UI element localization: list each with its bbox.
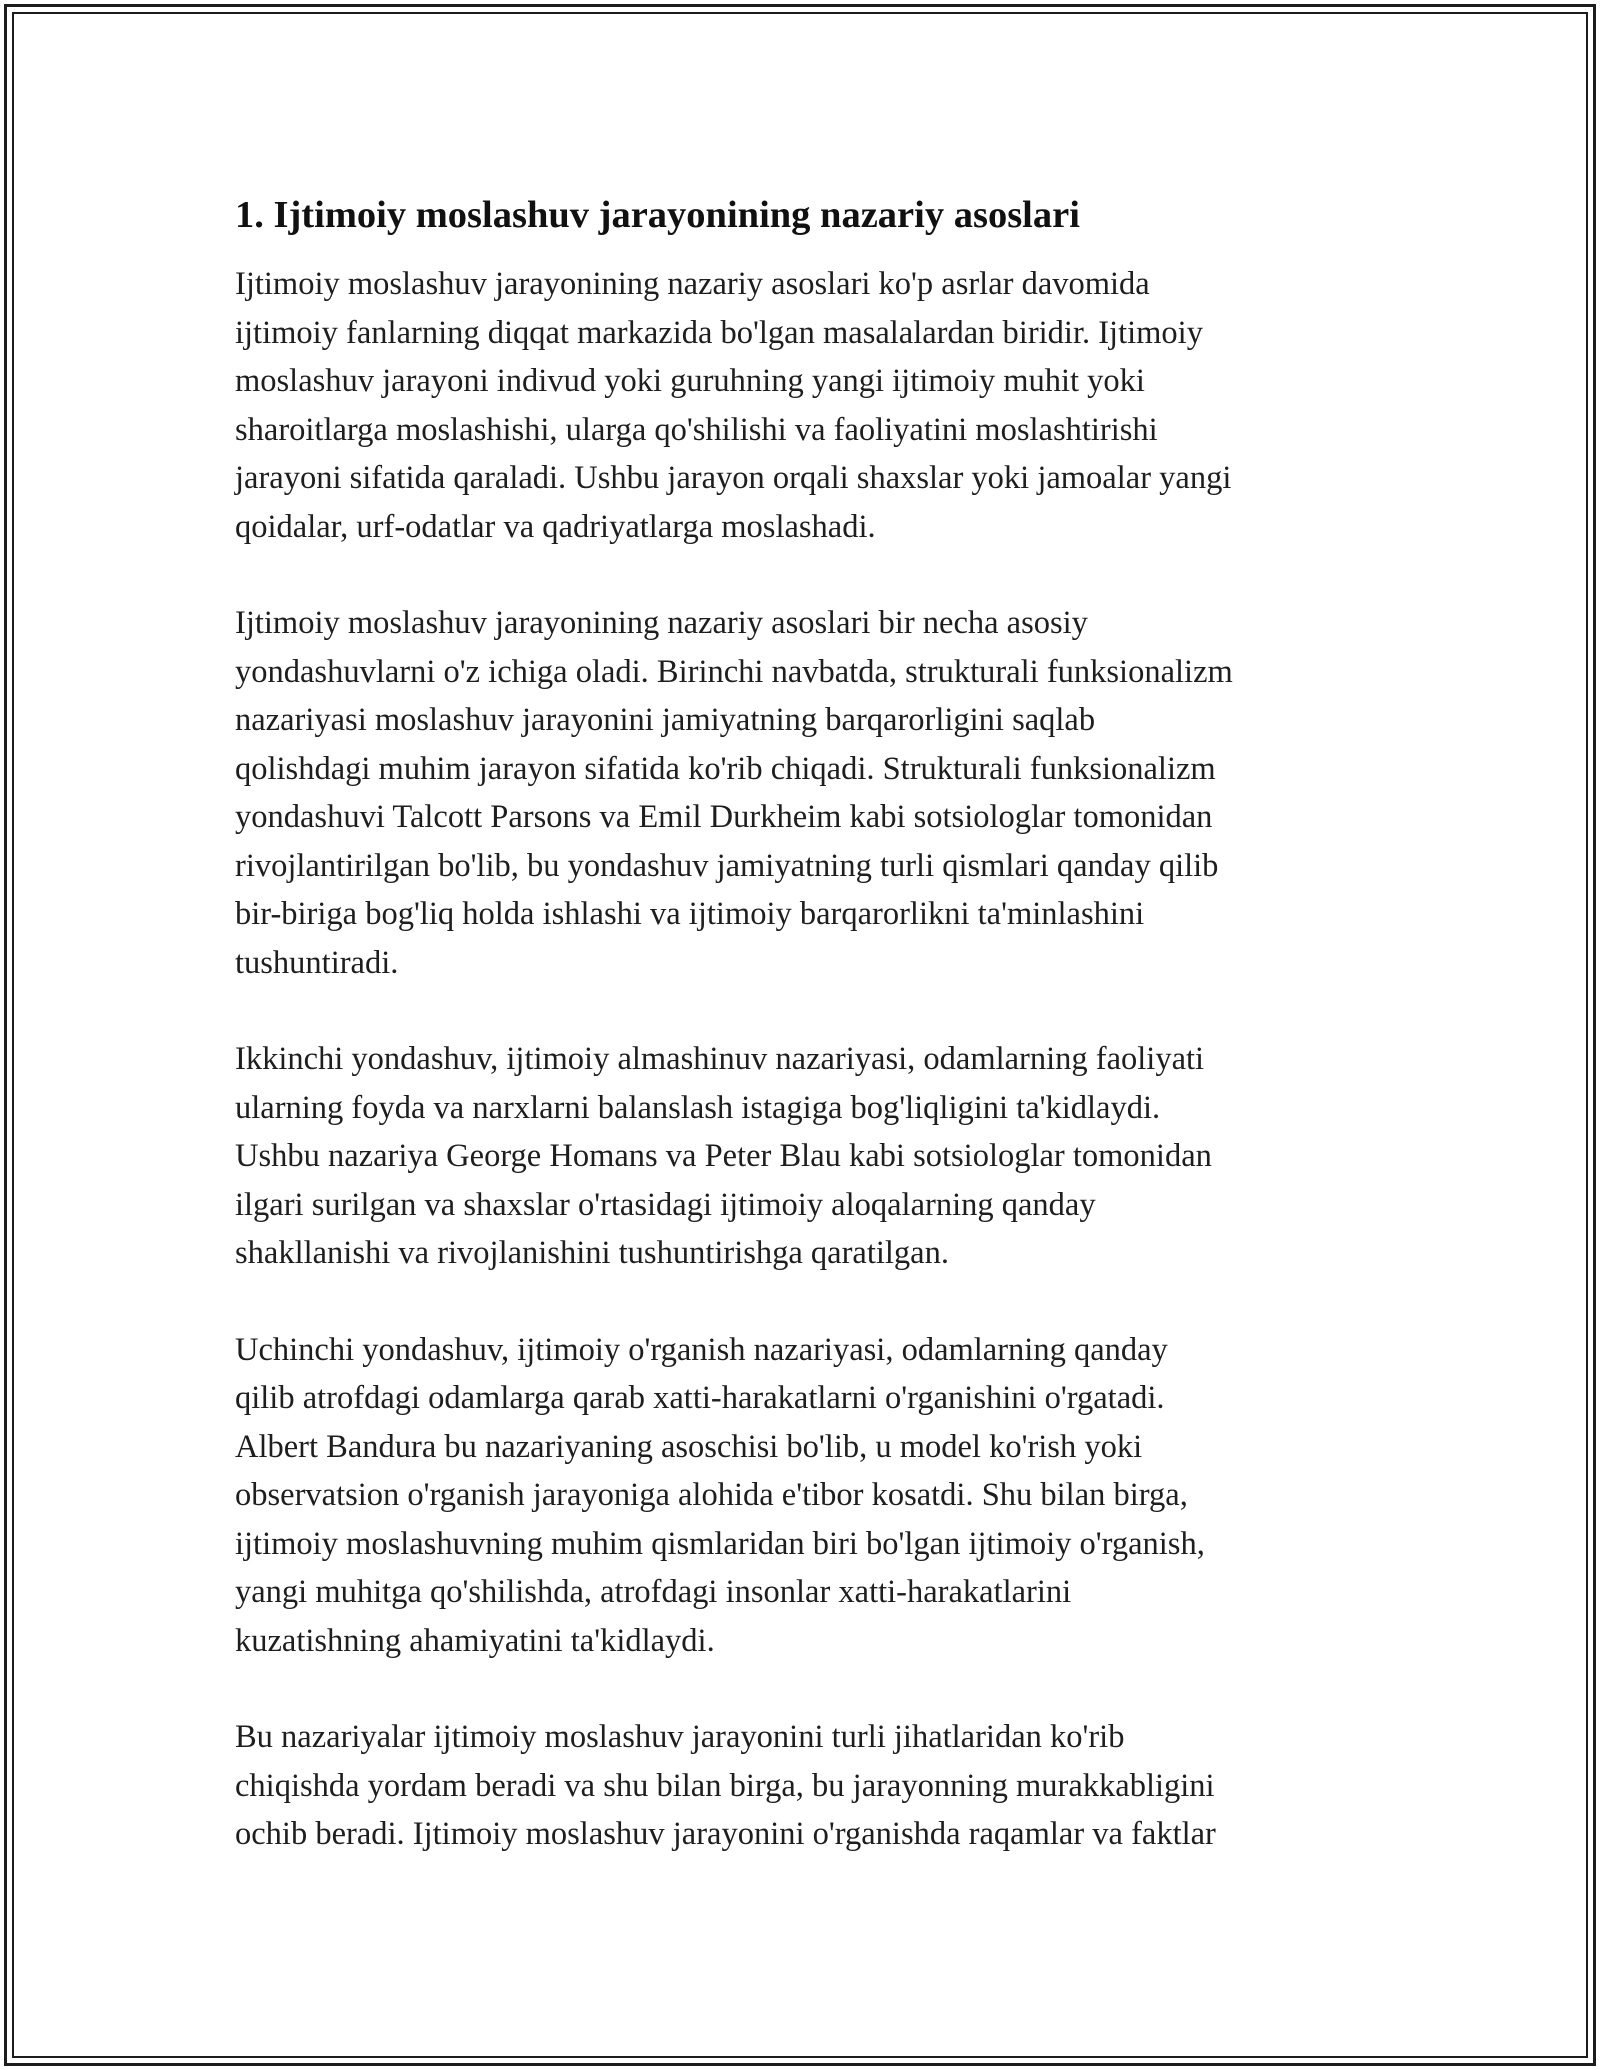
text-line: yangi muhitga qo'shilishda, atrofdagi insonlar xatti-harakatlarini [235,1574,1072,1610]
paragraph-2 [235,599,1375,987]
text-line: ijtimoiy fanlarning diqqat markazida bo'lgan masalalardan biridir. Ijtimoiy [235,314,1203,351]
text-line: ilgari surilgan va shaxslar o'rtasidagi ijtimoiy aloqalarning qanday [235,1186,1096,1223]
text-line: qilib atrofdagi odamlarga qarab xatti-harakatlarni o'rganishini o'rgatadi. [235,1380,1165,1416]
text-line: bir-biriga bog'liq holda ishlashi va ijtimoiy barqarorlikni ta'minlashini [235,896,1145,932]
text-line: qoidalar, urf-odatlar va qadriyatlarga moslashadi. [235,508,876,545]
section-heading: 1. Ijtimoiy moslashuv jarayonining nazariy asoslari [235,194,1080,236]
text-line: qolishdagi muhim jarayon sifatida ko'rib chiqadi. Strukturali funksionalizm [235,750,1216,787]
text-line: moslashuv jarayoni indivud yoki guruhning yangi ijtimoiy muhit yoki [235,363,1145,399]
text-line: observatsion o'rganish jarayoniga alohida e'tibor kosatdi. Shu bilan birga, [235,1477,1188,1513]
paragraph-1 [235,260,1375,551]
text-line: ularning foyda va narxlarni balanslash istagiga bog'liqligini ta'kidlaydi. [235,1089,1161,1126]
text-line: sharoitlarga moslashishi, ularga qo'shilishi va faoliyatini moslashtirishi [235,411,1158,448]
text-line: tushuntiradi. [235,944,399,981]
text-line: yondashuvlarni o'z ichiga oladi. Birinchi navbatda, strukturali funksionalizm [235,653,1233,690]
paragraph-5 [235,1713,1375,1859]
text-line: jarayoni sifatida qaraladi. Ushbu jarayon orqali shaxslar yoki jamoalar yangi [235,460,1232,496]
document-body [235,188,1375,1859]
paragraph-3 [235,1035,1375,1278]
text-line: Ushbu nazariya George Homans va Peter Blau kabi sotsiologlar tomonidan [235,1138,1212,1174]
text-line: kuzatishning ahamiyatini ta'kidlaydi. [235,1622,715,1659]
paragraph-4 [235,1326,1375,1666]
text-line: Albert Bandura bu nazariyaning asoschisi bo'lib, u model ko'rish yoki [235,1428,1143,1465]
text-line: Ijtimoiy moslashuv jarayonining nazariy asoslari ko'p asrlar davomida [235,266,1150,302]
text-line: ijtimoiy moslashuvning muhim qismlaridan biri bo'lgan ijtimoiy o'rganish, [235,1525,1205,1562]
text-line: Ijtimoiy moslashuv jarayonining nazariy asoslari bir necha asosiy [235,605,1088,641]
text-line: yondashuvi Talcott Parsons va Emil Durkheim kabi sotsiologlar tomonidan [235,799,1213,835]
text-line: ochib beradi. Ijtimoiy moslashuv jarayonini o'rganishda raqamlar va faktlar [235,1816,1216,1852]
text-line: chiqishda yordam beradi va shu bilan birga, bu jarayonning murakkabligini [235,1767,1215,1804]
text-line: Ikkinchi yondashuv, ijtimoiy almashinuv nazariyasi, odamlarning faoliyati [235,1041,1205,1077]
text-line: nazariyasi moslashuv jarayonini jamiyatning barqarorligini saqlab [235,702,1096,738]
text-line: Uchinchi yondashuv, ijtimoiy o'rganish nazariyasi, odamlarning qanday [235,1331,1168,1368]
text-line: rivojlantirilgan bo'lib, bu yondashuv jamiyatning turli qismlari qanday qilib [235,847,1219,884]
text-line: shakllanishi va rivojlanishini tushuntirishga qaratilgan. [235,1235,949,1271]
text-line: Bu nazariyalar ijtimoiy moslashuv jarayonini turli jihatlaridan ko'rib [235,1719,1125,1755]
